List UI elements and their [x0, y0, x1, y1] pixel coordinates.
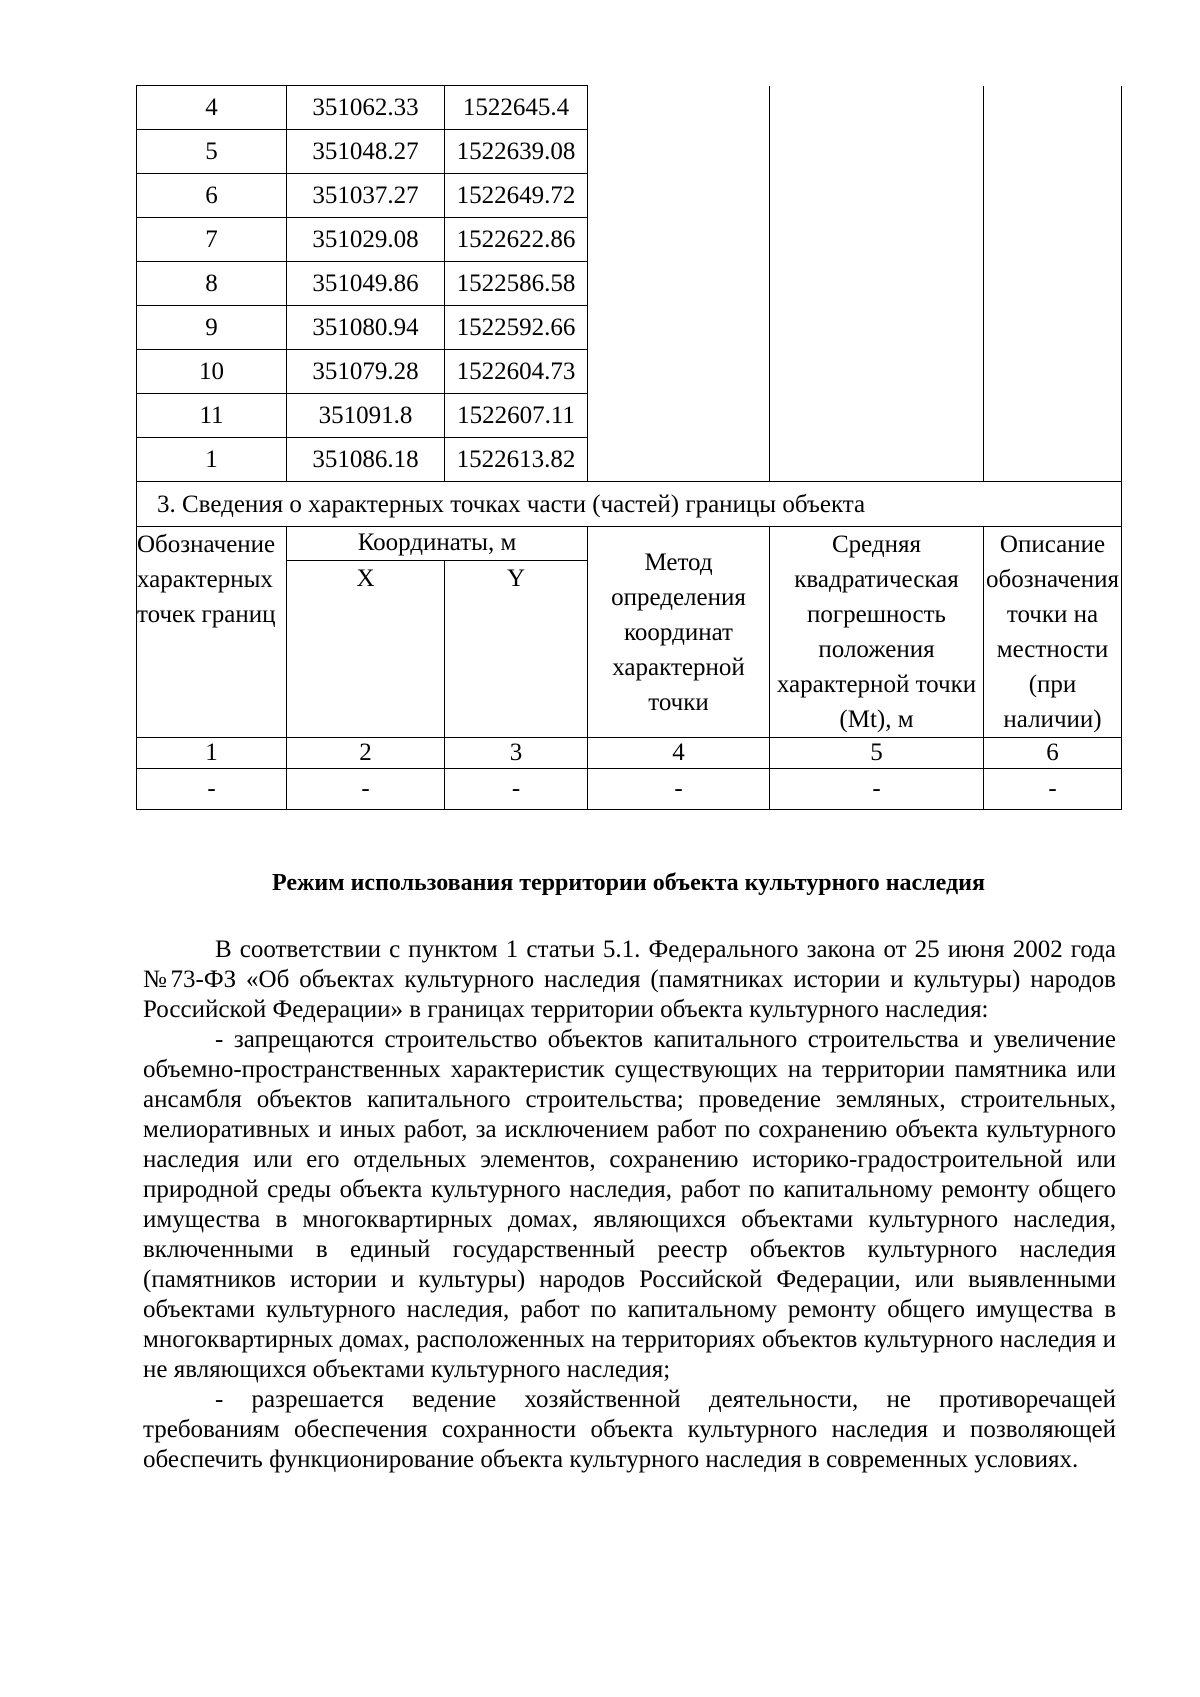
header-row — [137, 527, 1122, 561]
header-designation: Обозначение характерных точек границ — [137, 527, 287, 738]
column-number-row — [137, 738, 1122, 769]
blank-cell — [588, 86, 770, 482]
header-y: Y — [445, 560, 588, 737]
point-number: 6 — [137, 174, 287, 218]
empty-data-row — [137, 769, 1122, 810]
point-number: 4 — [137, 86, 287, 130]
column-number: 6 — [984, 738, 1122, 769]
column-number: 2 — [287, 738, 445, 769]
paragraph: - разрешается ведение хозяйственной деятельности, не противоречащей требованиям обеспечения сохранности объекта культурного наследия и позволяющей обеспечить функционирование объекта культурного наследия в современных условиях. — [143, 1386, 1116, 1473]
empty-cell: - — [445, 769, 588, 810]
coord-y: 1522592.66 — [445, 306, 588, 350]
point-number: 5 — [137, 130, 287, 174]
blank-cell — [770, 86, 984, 482]
point-number: 9 — [137, 306, 287, 350]
coord-y: 1522613.82 — [445, 438, 588, 482]
header-method: Метод определения координат характерной точки — [588, 527, 770, 738]
point-number: 10 — [137, 350, 287, 394]
coord-y: 1522607.11 — [445, 394, 588, 438]
coordinates-table — [136, 85, 1122, 810]
point-number: 11 — [137, 394, 287, 438]
point-number: 1 — [137, 438, 287, 482]
body-text — [143, 935, 1116, 1475]
column-number: 3 — [445, 738, 588, 769]
coord-x: 351086.18 — [287, 438, 445, 482]
header-description: Описание обозначения точки на местности (при наличии) — [984, 527, 1122, 738]
coord-y: 1522639.08 — [445, 130, 588, 174]
table-row — [137, 86, 1122, 130]
blank-cell — [984, 86, 1122, 482]
coord-x: 351048.27 — [287, 130, 445, 174]
coord-x: 351091.8 — [287, 394, 445, 438]
coord-y: 1522586.58 — [445, 262, 588, 306]
coord-x: 351037.27 — [287, 174, 445, 218]
empty-cell: - — [287, 769, 445, 810]
coord-x: 351079.28 — [287, 350, 445, 394]
header-error: Средняя квадратическая погрешность положения характерной точки (Mt), м — [770, 527, 984, 738]
section-title: Режим использования территории объекта культурного наследия — [272, 870, 985, 896]
coord-y: 1522649.72 — [445, 174, 588, 218]
header-x: X — [287, 560, 445, 737]
paragraph: - запрещаются строительство объектов капитального строительства и увеличение объемно-пространственных характеристик существующих на территории памятника или ансамбля объектов капитального строительства; проведение земляных, строительных, мелиоративных и иных работ, за исключением работ по сохранению объекта культурного наследия или его отдельных элементов, сохранению историко-градостроительной или природной среды объекта культурного наследия, работ по капитальному ремонту общего имущества в многоквартирных домах, являющихся объектами культурного наследия, включенными в единый государственный реестр объектов культурного наследия (памятников истории и культуры) народов Российской Федерации, или выявленными объектами культурного наследия, работ по капитальному ремонту общего имущества в многоквартирных домах, расположенных на территориях объектов культурного наследия и не являющихся объектами культурного наследия; — [143, 1026, 1116, 1383]
section-heading: 3. Сведения о характерных точках части (частей) границы объекта — [137, 482, 1122, 527]
paragraph: В соответствии с пунктом 1 статьи 5.1. Федерального закона от 25 июня 2002 года №73-ФЗ «Об объектах культурного наследия (памятниках истории и культуры) народов Российской Федерации» в границах территории объекта культурного наследия: — [143, 936, 1116, 1023]
column-number: 1 — [137, 738, 287, 769]
section-row — [137, 482, 1122, 527]
coord-x: 351029.08 — [287, 218, 445, 262]
point-number: 8 — [137, 262, 287, 306]
empty-cell: - — [588, 769, 770, 810]
column-number: 5 — [770, 738, 984, 769]
point-number: 7 — [137, 218, 287, 262]
coord-x: 351062.33 — [287, 86, 445, 130]
coord-x: 351080.94 — [287, 306, 445, 350]
column-number: 4 — [588, 738, 770, 769]
empty-cell: - — [137, 769, 287, 810]
coord-y: 1522604.73 — [445, 350, 588, 394]
coord-y: 1522645.4 — [445, 86, 588, 130]
coord-x: 351049.86 — [287, 262, 445, 306]
coord-y: 1522622.86 — [445, 218, 588, 262]
header-coordinates: Координаты, м — [287, 527, 588, 561]
empty-cell: - — [770, 769, 984, 810]
empty-cell: - — [984, 769, 1122, 810]
